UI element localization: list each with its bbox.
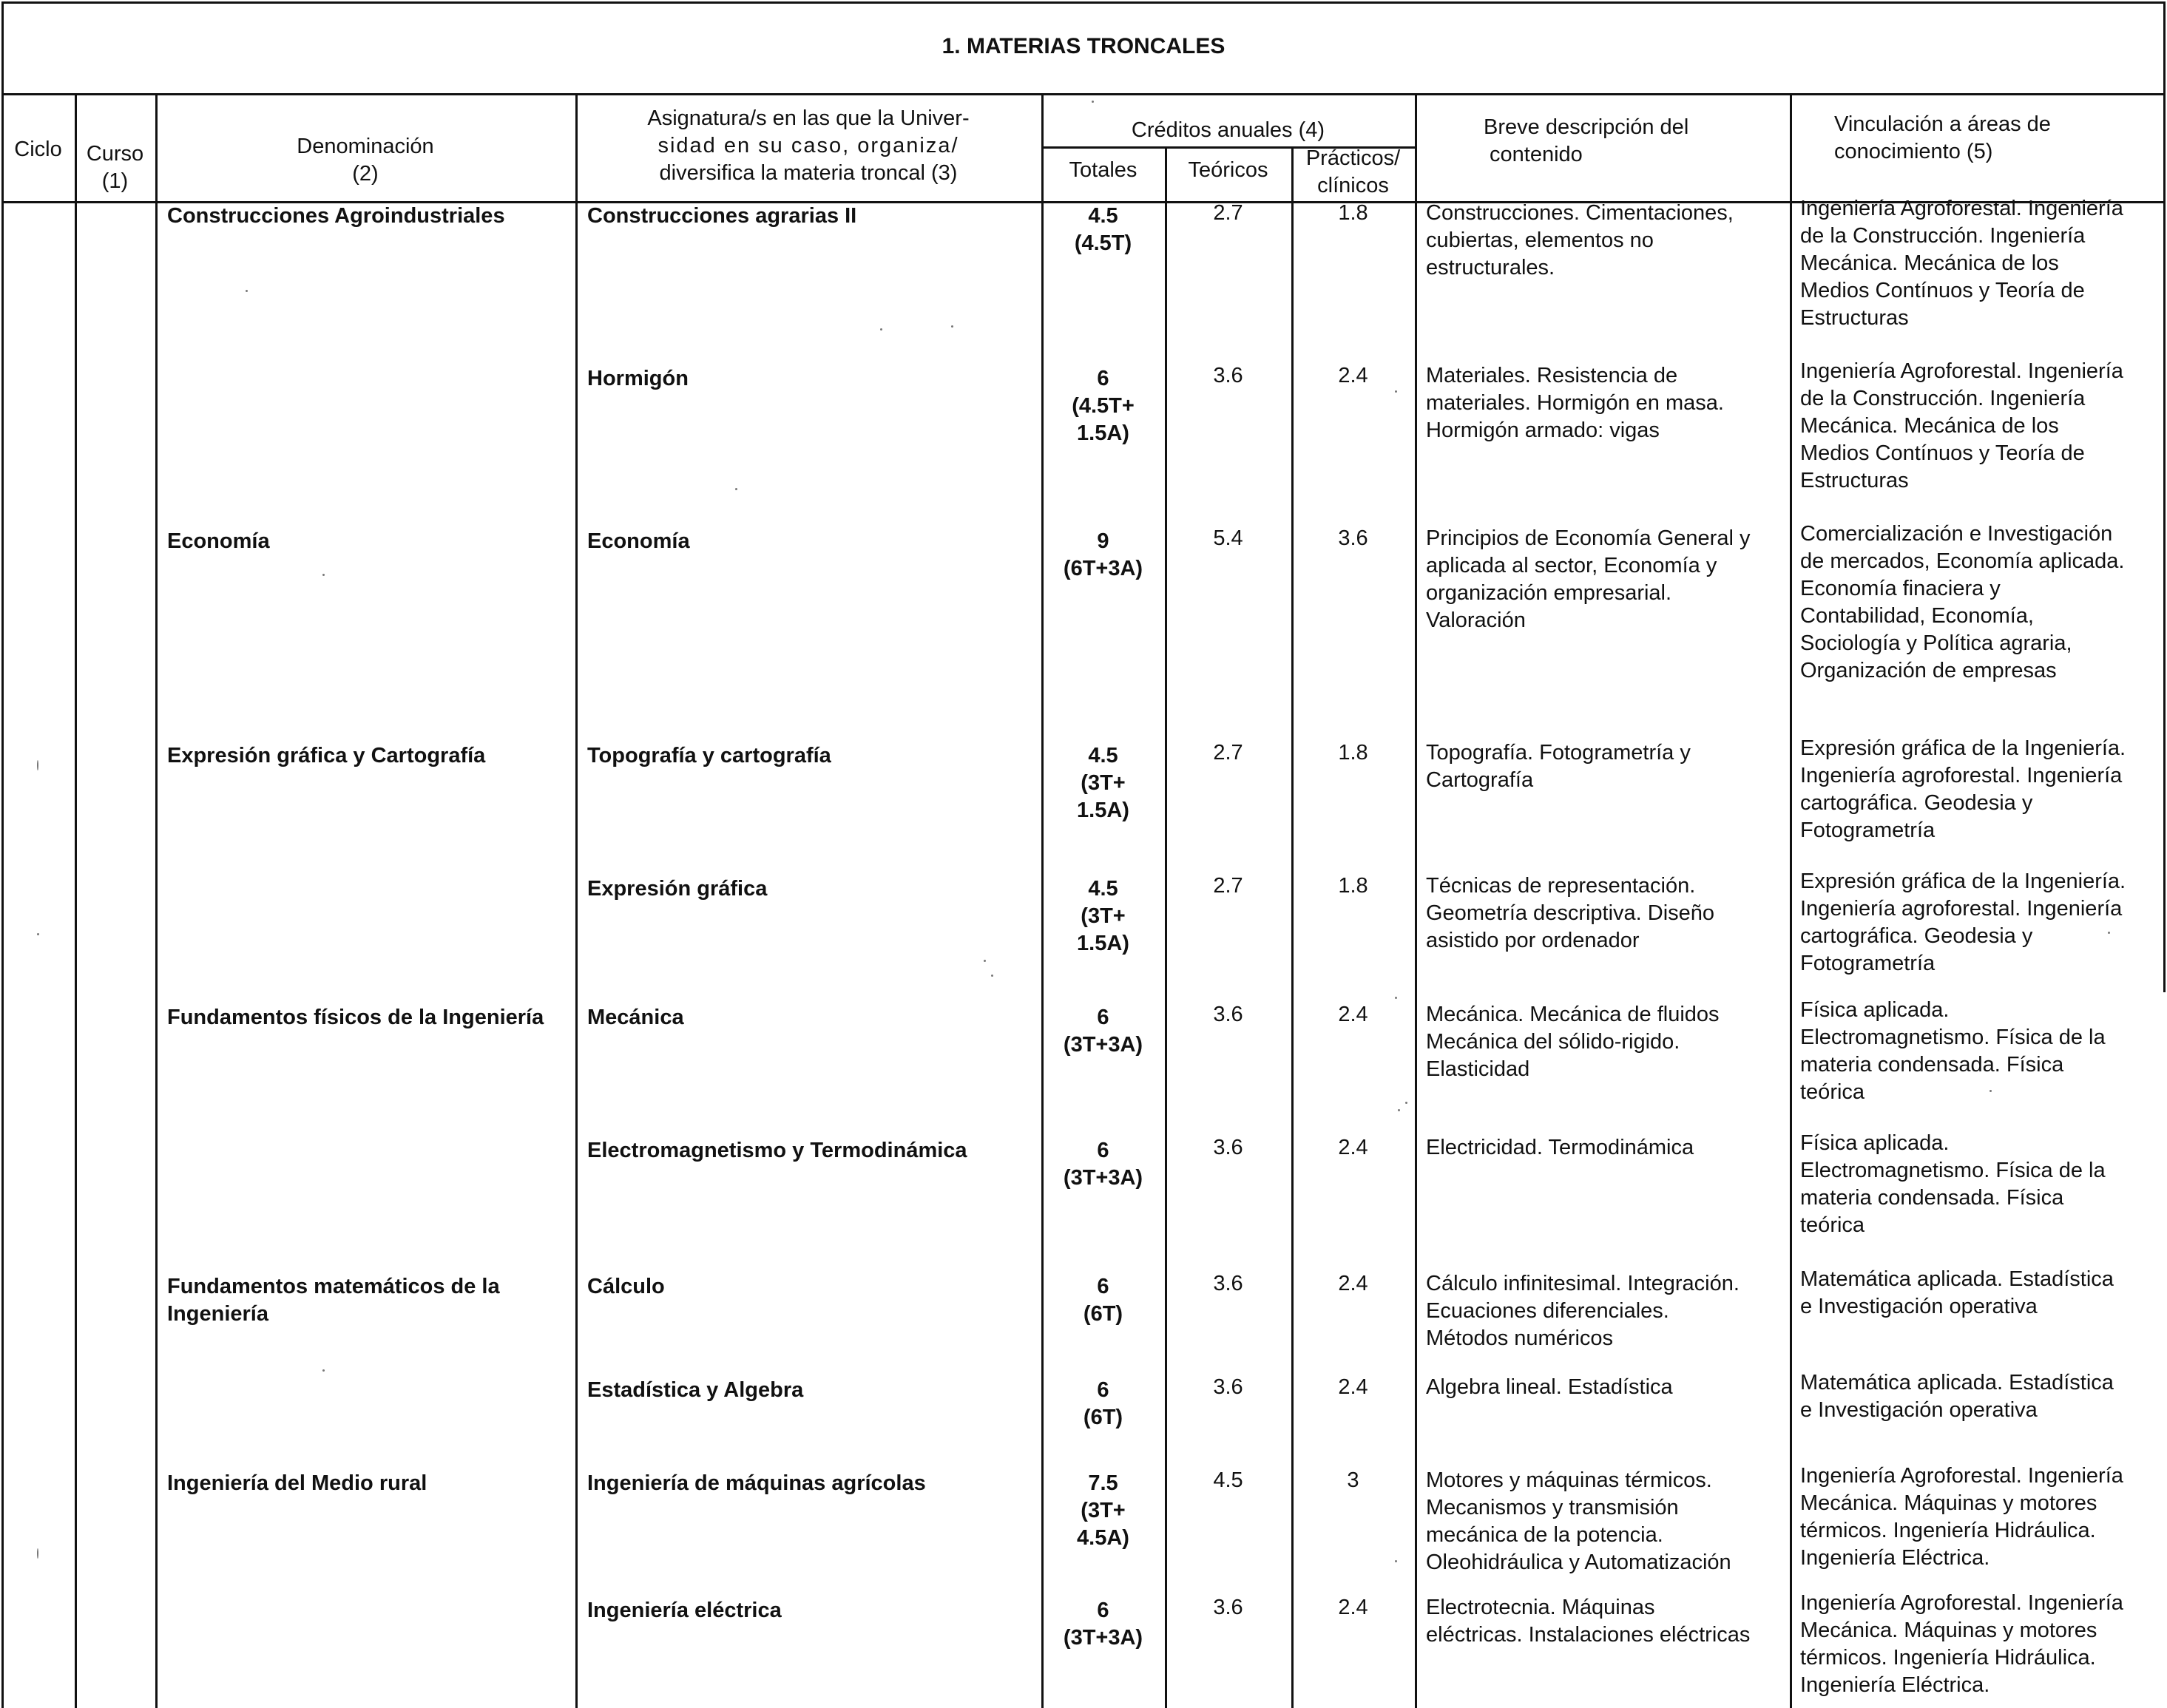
cell-vinculacion: Comercialización e Investigación de mercados, Economía aplicada. Economía finaciera y Contabilidad, Economía, Sociología y Política agraria, Organización de empresas xyxy=(1800,522,2125,682)
cell-teoricos: 3.6 xyxy=(1213,1272,1243,1295)
col-divider-practicos xyxy=(1415,93,1417,1708)
cell-practicos: 3.6 xyxy=(1338,526,1368,550)
cell-vinculacion: Física aplicada. Electromagnetismo. Física de la materia condensada. Física teórica xyxy=(1800,998,2106,1104)
cell-denominacion: Expresión gráfica y Cartografía xyxy=(167,744,486,767)
cell-totales: 4.5 (3T+ 1.5A) xyxy=(1077,744,1129,822)
header-teoricos: Teóricos xyxy=(1188,158,1268,182)
cell-totales: 4.5 (3T+ 1.5A) xyxy=(1077,877,1129,955)
cell-denominacion: Fundamentos físicos de la Ingeniería xyxy=(167,1006,544,1029)
scan-mark xyxy=(951,325,953,328)
cell-teoricos: 2.7 xyxy=(1213,874,1243,898)
table-title: 1. MATERIAS TRONCALES xyxy=(941,34,1226,58)
cell-totales: 6 (3T+3A) xyxy=(1063,1139,1143,1190)
cell-asignatura: Expresión gráfica xyxy=(587,877,768,901)
cell-asignatura: Ingeniería de máquinas agrícolas xyxy=(587,1471,926,1495)
cell-vinculacion: Expresión gráfica de la Ingeniería. Ingeniería agroforestal. Ingeniería cartográfica. Geodesia y Fotogrametría xyxy=(1800,870,2126,975)
header-denominacion: Denominación (2) xyxy=(297,135,434,186)
header-practicos: Prácticos/ clínicos xyxy=(1305,146,1401,197)
cell-descripcion: Principios de Economía General y aplicada al sector, Economía y organización empresarial. Valoración xyxy=(1426,526,1751,632)
cell-asignatura: Ingeniería eléctrica xyxy=(587,1599,782,1622)
cell-asignatura: Electromagnetismo y Termodinámica xyxy=(587,1139,967,1162)
cell-asignatura: Estadística y Algebra xyxy=(587,1378,804,1402)
col-divider-ciclo xyxy=(75,93,77,1708)
title-bottom-border xyxy=(1,93,2166,95)
cell-teoricos: 2.7 xyxy=(1213,201,1243,225)
cell-asignatura: Mecánica xyxy=(587,1006,684,1029)
header-totales: Totales xyxy=(1069,158,1137,182)
scan-mark xyxy=(246,290,248,292)
cell-teoricos: 3.6 xyxy=(1213,1596,1243,1619)
cell-totales: 6 (6T) xyxy=(1083,1275,1123,1326)
cell-teoricos: 3.6 xyxy=(1213,1003,1243,1026)
cell-totales: 7.5 (3T+ 4.5A) xyxy=(1077,1471,1129,1550)
scan-mark xyxy=(1989,1090,1992,1092)
cell-totales: 6 (3T+3A) xyxy=(1063,1006,1143,1057)
cell-teoricos: 4.5 xyxy=(1213,1468,1243,1492)
col-divider-descripcion xyxy=(1790,93,1792,1708)
cell-totales: 4.5 (4.5T) xyxy=(1074,204,1132,255)
header-vinculacion: Vinculación a áreas de conocimiento (5) xyxy=(1834,112,2051,163)
header-ciclo: Ciclo xyxy=(14,138,62,161)
cell-denominacion: Economía xyxy=(167,529,270,553)
scan-mark xyxy=(37,760,38,770)
header-creditos: Créditos anuales (4) xyxy=(1131,118,1325,142)
table-left-border xyxy=(1,1,4,1708)
cell-vinculacion: Ingeniería Agroforestal. Ingeniería de la Construcción. Ingeniería Mecánica. Mecánica de los Medios Contínuos y Teoría de Estructuras xyxy=(1800,359,2123,492)
cell-practicos: 2.4 xyxy=(1338,1272,1368,1295)
cell-practicos: 2.4 xyxy=(1338,364,1368,387)
scan-mark xyxy=(991,975,993,977)
cell-vinculacion: Ingeniería Agroforestal. Ingeniería Mecánica. Máquinas y motores térmicos. Ingeniería Hidráulica. Ingeniería Eléctrica. xyxy=(1800,1464,2123,1570)
cell-vinculacion: Matemática aplicada. Estadística e Investigación operativa xyxy=(1800,1371,2114,1422)
header-descripcion: Breve descripción del contenido xyxy=(1484,115,1689,166)
cell-descripcion: Electricidad. Termodinámica xyxy=(1426,1136,1694,1159)
scan-mark xyxy=(1092,101,1094,103)
cell-practicos: 1.8 xyxy=(1338,201,1368,225)
cell-descripcion: Topografía. Fotogrametría y Cartografía xyxy=(1426,741,1691,792)
cell-teoricos: 3.6 xyxy=(1213,364,1243,387)
cell-descripcion: Materiales. Resistencia de materiales. Hormigón en masa. Hormigón armado: vigas xyxy=(1426,364,1724,442)
cell-descripcion: Cálculo infinitesimal. Integración. Ecuaciones diferenciales. Métodos numéricos xyxy=(1426,1272,1740,1350)
cell-descripcion: Mecánica. Mecánica de fluidos Mecánica del sólido-rigido. Elasticidad xyxy=(1426,1003,1720,1081)
cell-vinculacion: Física aplicada. Electromagnetismo. Física de la materia condensada. Física teórica xyxy=(1800,1131,2106,1237)
table-top-border xyxy=(1,1,2166,4)
cell-descripcion: Algebra lineal. Estadística xyxy=(1426,1375,1673,1399)
cell-vinculacion: Expresión gráfica de la Ingeniería. Ingeniería agroforestal. Ingeniería cartográfica. Geodesia y Fotogrametría xyxy=(1800,736,2126,842)
col-divider-denominacion xyxy=(575,93,578,1708)
header-curso: Curso (1) xyxy=(86,142,144,193)
cell-vinculacion: Ingeniería Agroforestal. Ingeniería Mecánica. Máquinas y motores térmicos. Ingeniería Hidráulica. Ingeniería Eléctrica. xyxy=(1800,1591,2123,1697)
cell-totales: 6 (6T) xyxy=(1083,1378,1123,1429)
cell-descripcion: Electrotecnia. Máquinas eléctricas. Instalaciones eléctricas xyxy=(1426,1596,1751,1647)
cell-asignatura: Economía xyxy=(587,529,690,553)
cell-teoricos: 3.6 xyxy=(1213,1375,1243,1399)
header-asignatura: Asignatura/s en las que la Univer- sidad en su caso, organiza/ diversifica la materia troncal (3) xyxy=(647,106,970,185)
scan-mark xyxy=(322,1369,325,1372)
cell-practicos: 3 xyxy=(1347,1468,1359,1492)
scan-mark xyxy=(1395,997,1397,999)
scan-mark xyxy=(37,933,39,935)
scan-mark xyxy=(1398,1109,1400,1111)
cell-totales: 9 (6T+3A) xyxy=(1063,529,1143,580)
scan-mark xyxy=(37,1548,38,1559)
cell-totales: 6 (4.5T+ 1.5A) xyxy=(1072,367,1135,445)
cell-vinculacion: Ingeniería Agroforestal. Ingeniería de la Construcción. Ingeniería Mecánica. Mecánica de los Medios Contínuos y Teoría de Estructuras xyxy=(1800,197,2123,330)
scan-mark xyxy=(1395,1560,1397,1562)
cell-teoricos: 5.4 xyxy=(1213,526,1243,550)
cell-totales: 6 (3T+3A) xyxy=(1063,1599,1143,1650)
cell-practicos: 1.8 xyxy=(1338,741,1368,765)
scan-mark xyxy=(2108,932,2110,934)
cell-denominacion: Ingeniería del Medio rural xyxy=(167,1471,427,1495)
scan-mark xyxy=(1405,1102,1407,1104)
cell-practicos: 1.8 xyxy=(1338,874,1368,898)
cell-descripcion: Técnicas de representación. Geometría descriptiva. Diseño asistido por ordenador xyxy=(1426,874,1715,952)
cell-descripcion: Motores y máquinas térmicos. Mecanismos y transmisión mecánica de la potencia. Oleohidráulica y Automatización xyxy=(1426,1468,1731,1574)
cell-teoricos: 2.7 xyxy=(1213,741,1243,765)
scan-mark xyxy=(880,328,882,331)
scan-mark xyxy=(735,488,737,490)
cell-practicos: 2.4 xyxy=(1338,1596,1368,1619)
cell-denominacion: Fundamentos matemáticos de la Ingeniería xyxy=(167,1275,500,1326)
col-divider-curso xyxy=(155,93,158,1708)
table-right-border xyxy=(2163,1,2166,992)
cell-practicos: 2.4 xyxy=(1338,1003,1368,1026)
cell-asignatura: Construcciones agrarias II xyxy=(587,204,857,228)
cell-denominacion: Construcciones Agroindustriales xyxy=(167,204,505,228)
cell-asignatura: Hormigón xyxy=(587,367,689,390)
cell-asignatura: Cálculo xyxy=(587,1275,665,1298)
cell-asignatura: Topografía y cartografía xyxy=(587,744,831,767)
cell-practicos: 2.4 xyxy=(1338,1375,1368,1399)
cell-practicos: 2.4 xyxy=(1338,1136,1368,1159)
cell-teoricos: 3.6 xyxy=(1213,1136,1243,1159)
scan-mark xyxy=(322,574,325,576)
cell-descripcion: Construcciones. Cimentaciones, cubiertas, elementos no estructurales. xyxy=(1426,201,1734,279)
scan-mark xyxy=(1395,390,1397,393)
scan-mark xyxy=(984,960,986,962)
cell-vinculacion: Matemática aplicada. Estadística e Investigación operativa xyxy=(1800,1267,2114,1318)
